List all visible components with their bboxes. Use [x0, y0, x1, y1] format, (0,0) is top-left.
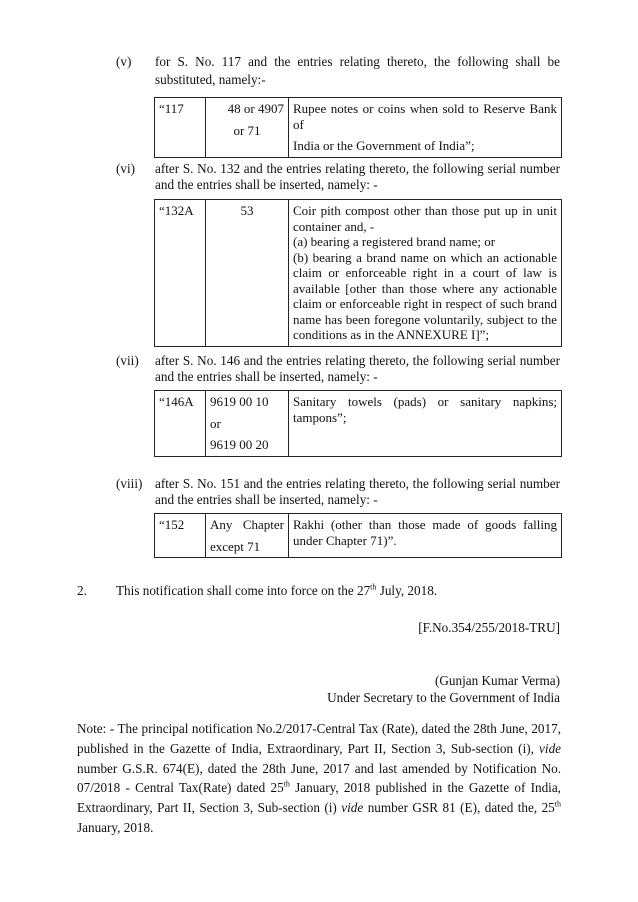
description-cell — [289, 391, 562, 457]
para-2-text-before: This notification shall come into force on the 27 — [116, 583, 371, 598]
description-line: tampons”; — [293, 409, 347, 425]
item-vi-number: (vi) — [116, 161, 136, 176]
item-vii-number: (vii) — [116, 353, 139, 368]
heading-line: or 71 — [233, 122, 261, 138]
heading-cell: 53 — [206, 200, 289, 347]
signatory-designation: Under Secretary to the Government of India — [327, 690, 560, 705]
description-line: claim or enforceable right in a court of law is — [293, 265, 557, 280]
description-cell — [289, 514, 562, 558]
item-viii-number: (viii) — [116, 476, 143, 491]
description-line: conditions as in the ANNEXURE I]”; — [293, 327, 490, 342]
note-text: Extraordinary, Part II, Section 3, Sub-section (i) — [77, 800, 337, 816]
note-block — [77, 719, 561, 838]
file-number: [F.No.354/255/2018-TRU] — [418, 620, 560, 635]
para-2-sup: th — [370, 582, 377, 592]
item-viii-text-line1: after S. No. 151 and the entries relating thereto, the following serial number — [155, 476, 560, 491]
serial-cell: “146A — [155, 391, 206, 457]
item-viii-table — [154, 513, 562, 558]
note-line — [77, 798, 561, 818]
item-v-text-line1: for S. No. 117 and the entries relating thereto, the following shall be — [155, 54, 560, 69]
heading-cell — [206, 391, 289, 457]
heading-line: 9619 00 10 — [210, 394, 269, 409]
serial-cell: “117 — [155, 98, 206, 158]
item-vii-text-line2: and the entries shall be inserted, namely: - — [155, 369, 378, 384]
item-v-number: (v) — [116, 54, 132, 69]
description-line: Sanitary towels (pads) or sanitary napkins; — [293, 394, 557, 409]
item-v-text-line2: substituted, namely:- — [155, 72, 266, 87]
signatory-name: (Gunjan Kumar Verma) — [435, 673, 560, 688]
note-sup: th — [554, 799, 562, 809]
description-line: available [other than those where any actionable — [293, 280, 557, 296]
heading-line: 48 or 4907 — [227, 101, 284, 116]
description-line: Rakhi (other than those made of goods falling — [293, 517, 557, 532]
note-line — [77, 739, 561, 759]
note-text: published in the Gazette of India, Extraordinary, Part II, Section 3, Sub-section (i), — [77, 740, 534, 756]
table-row — [155, 98, 562, 158]
description-line: under Chapter 71)”. — [293, 532, 397, 548]
heading-line: 9619 00 20 — [210, 437, 269, 452]
item-v-table — [154, 97, 562, 158]
heading-cell — [206, 98, 289, 158]
para-2-text — [116, 583, 437, 599]
note-text: January, 2018 published in the Gazette of India, — [289, 780, 561, 796]
note-line: number G.S.R. 674(E), dated the 28th June, 2017 and last amended by Notification No. — [77, 760, 561, 776]
item-viii-text-line2: and the entries shall be inserted, namely: - — [155, 492, 378, 507]
heading-cell — [206, 514, 289, 558]
para-2-text-after: July, 2018. — [376, 583, 438, 598]
para-2-number: 2. — [77, 583, 87, 598]
note-sup: th — [283, 780, 290, 789]
description-line: (a) bearing a registered brand name; or — [293, 234, 496, 249]
description-line: claim or enforceable right in respect of such brand — [293, 296, 557, 311]
item-vi-text-line2: and the entries shall be inserted, namely: - — [155, 177, 378, 192]
table-row — [155, 514, 562, 558]
description-line: Coir pith compost other than those put up in unit — [293, 203, 557, 218]
description-cell — [289, 200, 562, 347]
heading-line: except 71 — [210, 538, 261, 554]
description-line: India or the Government of India”; — [293, 138, 475, 153]
description-line: name has been foregone voluntarily, subject to the — [293, 311, 557, 327]
note-vide: vide — [341, 800, 364, 816]
table-row — [155, 391, 562, 457]
heading-line: Any Chapter — [210, 517, 284, 532]
note-line: Note: - The principal notification No.2/2017-Central Tax (Rate), dated the 28th June, 2017, — [77, 721, 561, 736]
description-line: (b) bearing a brand name on which an actionable — [293, 249, 557, 265]
note-line — [77, 778, 561, 798]
item-vii-table — [154, 390, 562, 457]
note-text: number GSR 81 (E), dated the, 25 — [367, 800, 555, 816]
item-vi-table — [154, 199, 562, 347]
item-vi-text-line1: after S. No. 132 and the entries relating thereto, the following serial number — [155, 161, 560, 176]
table-row — [155, 200, 562, 347]
note-line: January, 2018. — [77, 819, 154, 835]
note-text: 07/2018 - Central Tax(Rate) dated 25 — [77, 780, 284, 796]
item-vii-text-line1: after S. No. 146 and the entries relating thereto, the following serial number — [155, 353, 560, 368]
serial-cell: “152 — [155, 514, 206, 558]
note-vide: vide — [539, 740, 562, 756]
description-cell — [289, 98, 562, 158]
description-line: Rupee notes or coins when sold to Reserve Bank of — [293, 101, 557, 132]
serial-cell: “132A — [155, 200, 206, 347]
description-line: container and, - — [293, 218, 375, 234]
heading-line: or — [210, 415, 221, 431]
